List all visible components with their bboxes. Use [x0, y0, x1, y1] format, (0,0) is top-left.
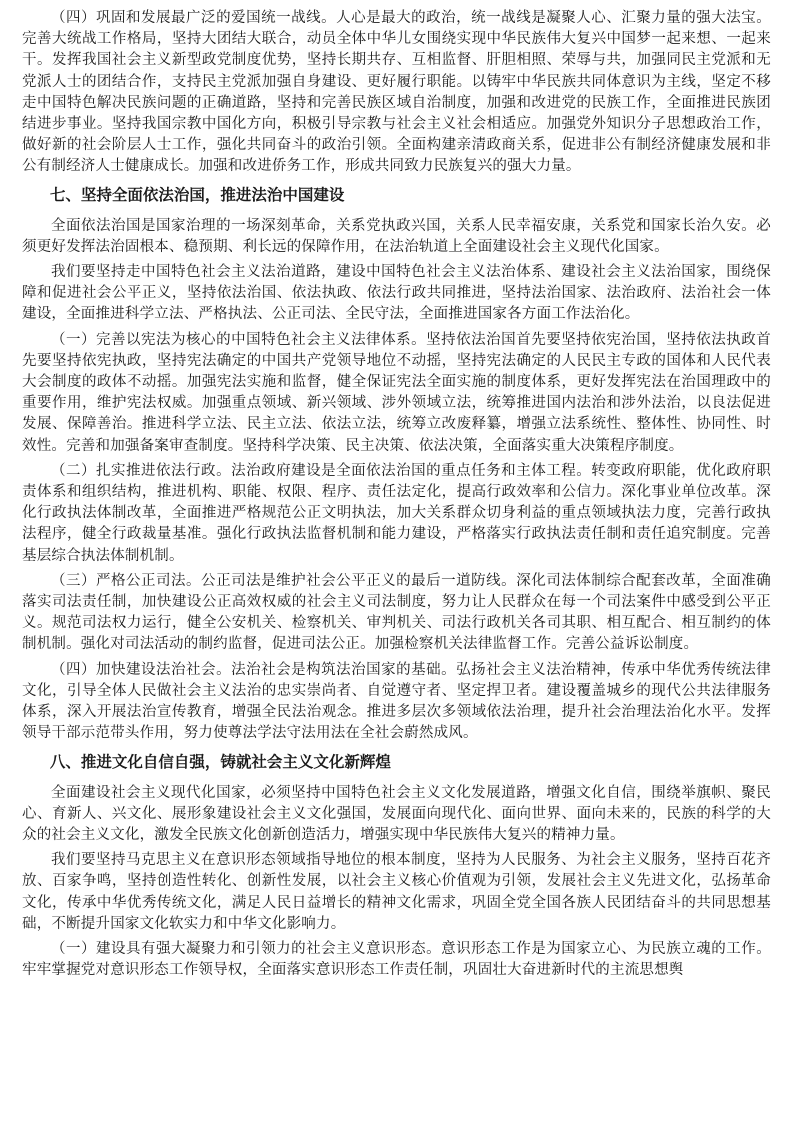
paragraph-rule-of-law-path: 我们要坚持走中国特色社会主义法治道路，建设中国特色社会主义法治体系、建设社会主义法治国家，围绕保障和促进社会公平正义，坚持依法治国、依法执政、依法行政共同推进，坚持法治国家、法治政府、法治社会一体建设，全面推进科学立法、严格执法、公正司法、全民守法，全面推进国家各方面工作法治化。 — [22, 264, 771, 323]
paragraph-impartial-justice: （三）严格公正司法。公正司法是维护社会公平正义的最后一道防线。深化司法体制综合配套改革，全面准确落实司法责任制，加快建设公正高效权威的社会主义司法制度，努力让人民群众在每一个司法案件中感受到公平正义。规范司法权力运行，健全公安机关、检察机关、审判机关、司法行政机关各司其职、相互配合、相互制约的体制机制。强化对司法活动的制约监督，促进司法公正。加强检察机关法律监督工作。完善公益诉讼制度。 — [22, 572, 771, 653]
paragraph-culture-intro: 全面建设社会主义现代化国家，必须坚持中国特色社会主义文化发展道路，增强文化自信，围绕举旗帜、聚民心、育新人、兴文化、展形象建设社会主义文化强国，发展面向现代化、面向世界、面向未来的，民族的科学的大众的社会主义文化，激发全民族文化创新创造活力，增强实现中华民族伟大复兴的精神力量。 — [22, 784, 771, 843]
paragraph-law-based-administration: （二）扎实推进依法行政。法治政府建设是全面依法治国的重点任务和主体工程。转变政府职能，优化政府职责体系和组织结构，推进机构、职能、权限、程序、责任法定化，提高行政效率和公信力。深化事业单位改革。深化行政执法体制改革，全面推进严格规范公正文明执法，加大关系群众切身利益的重点领域执法力度，完善行政执法程序，健全行政裁量基准。强化行政执法监督机制和能力建设，严格落实行政执法责任制和责任追究制度。完善基层综合执法体制机制。 — [22, 462, 771, 564]
paragraph-rule-of-law-intro: 全面依法治国是国家治理的一场深刻革命，关系党执政兴国，关系人民幸福安康，关系党和国家长治久安。必须更好发挥法治固根本、稳预期、利长远的保障作用，在法治轨道上全面建设社会主义现代化国家。 — [22, 217, 771, 255]
section-heading-cultural-confidence: 八、推进文化自信自强，铸就社会主义文化新辉煌 — [49, 752, 391, 771]
paragraph-constitution-legal-system: （一）完善以宪法为核心的中国特色社会主义法律体系。坚持依法治国首先要坚持依宪治国，坚持依法执政首先要坚持依宪执政，坚持宪法确定的中国共产党领导地位不动摇，坚持宪法确定的人民民主专政的国体和人民代表大会制度的政体不动摇。加强宪法实施和监督，健全保证宪法全面实施的制度体系，更好发挥宪法在治国理政中的重要作用，维护宪法权威。加强重点领域、新兴领域、涉外领域立法，统筹推进国内法治和涉外法治，以良法促进发展、保障善治。推进科学立法、民主立法、依法立法，统筹立改废释纂，增强立法系统性、整体性、协同性、时效性。完善和加强备案审查制度。坚持科学决策、民主决策、依法决策，全面落实重大决策程序制度。 — [22, 331, 771, 454]
paragraph-ideology: （一）建设具有强大凝聚力和引领力的社会主义意识形态。意识形态工作是为国家立心、为民族立魂的工作。牢牢掌握党对意识形态工作领导权，全面落实意识形态工作责任制，巩固壮大奋进新时代的主流思想舆 — [22, 940, 771, 979]
section-heading-rule-of-law: 七、坚持全面依法治国，推进法治中国建设 — [49, 185, 345, 204]
paragraph-law-based-society: （四）加快建设法治社会。法治社会是构筑法治国家的基础。弘扬社会主义法治精神，传承中华优秀传统法律文化，引导全体人民做社会主义法治的忠实崇尚者、自觉遵守者、坚定捍卫者。建设覆盖城乡的现代公共法律服务体系，深入开展法治宣传教育，增强全民法治观念。推进多层次多领域依法治理，提升社会治理法治化水平。发挥领导干部示范带头作用，努力使尊法学法守法用法在全社会蔚然成风。 — [22, 661, 771, 742]
paragraph-united-front: （四）巩固和发展最广泛的爱国统一战线。人心是最大的政治，统一战线是凝聚人心、汇聚力量的强大法宝。完善大统战工作格局，坚持大团结大联合，动员全体中华儿女围绕实现中华民族伟大复兴中国梦一起来想、一起来干。发挥我国社会主义新型政党制度优势，坚持长期共存、互相监督、肝胆相照、荣辱与共，加强同民主党派和无党派人士的团结合作，支持民主党派加强自身建设、更好履行职能。以铸牢中华民族共同体意识为主线，坚定不移走中国特色解决民族问题的正确道路，坚持和完善民族区域自治制度，加强和改进党的民族工作，全面推进民族团结进步事业。坚持我国宗教中国化方向，积极引导宗教与社会主义社会相适应。加强党外知识分子思想政治工作，做好新的社会阶层人士工作，强化共同奋斗的政治引领。全面构建亲清政商关系，促进非公有制经济健康发展和非公有制经济人士健康成长。加强和改进侨务工作，形成共同致力民族复兴的强大力量。 — [22, 10, 771, 175]
paragraph-culture-marxism: 我们要坚持马克思主义在意识形态领域指导地位的根本制度，坚持为人民服务、为社会主义服务，坚持百花齐放、百家争鸣，坚持创造性转化、创新性发展，以社会主义核心价值观为引领，发展社会主义先进文化，弘扬革命文化，传承中华优秀传统文化，满足人民日益增长的精神文化需求，巩固全党全国各族人民团结奋斗的共同思想基础，不断提升国家文化软实力和中华文化影响力。 — [22, 852, 771, 932]
